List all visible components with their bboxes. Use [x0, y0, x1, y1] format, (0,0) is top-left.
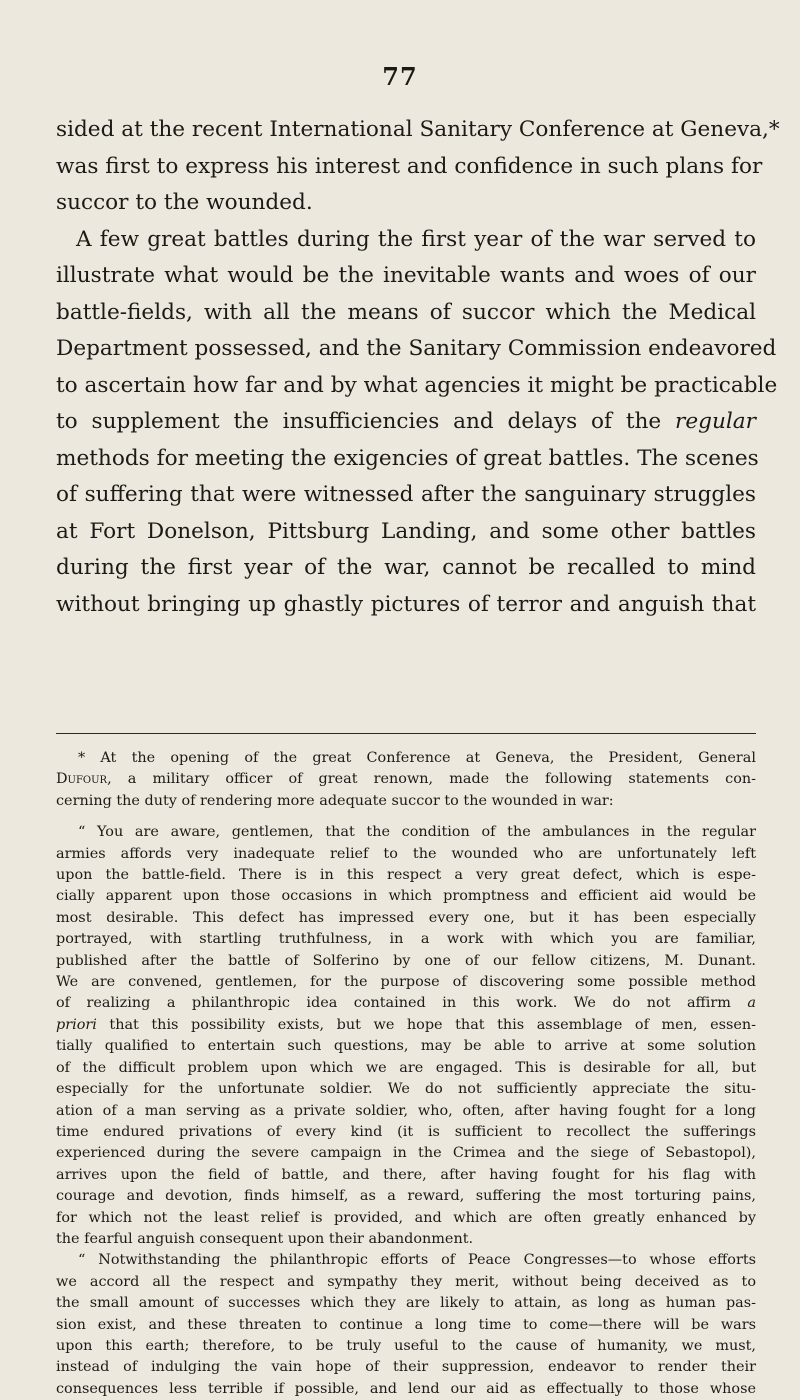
main-line: at Fort Donelson, Pittsburg Landing, and some other battles	[56, 518, 756, 544]
main-line: A few great battles during the first year of the war served to	[76, 226, 756, 252]
main-line: during the first year of the war, cannot be recalled to mind	[56, 555, 756, 580]
footnote-line: experienced during the severe campaign in the Crimea and the siege of Sebastopol),	[56, 1145, 756, 1162]
footnote-line: of the difficult problem upon which we are engaged. This is desirable for all, but	[56, 1059, 756, 1076]
main-line: methods for meeting the exigencies of great battles. The scenes	[56, 445, 759, 471]
footnote-line: * At the opening of the great Conference at Geneva, the President, General	[78, 750, 756, 766]
footnote	[56, 748, 756, 1400]
footnote-line-text: that this possibility exists, but we hope that this assemblage of men, essen-	[96, 1016, 756, 1033]
footnote-line: instead of indulging the vain hope of their suppression, endeavor to render their	[56, 1359, 756, 1376]
footnote-line: portrayed, with startling truthfulness, in a work with which you are familiar,	[56, 931, 756, 948]
name-dufour: Dufour	[56, 771, 108, 788]
footnote-line: ation of a man serving as a private soldier, who, often, after having fought for a long	[56, 1102, 756, 1119]
footnote-line: We are convened, gentlemen, for the purpose of discovering some possible method	[56, 974, 756, 991]
footnote-line: courage and devotion, finds himself, as a reward, suffering the most torturing pains,	[56, 1188, 756, 1205]
footnote-gap	[56, 812, 756, 822]
footnote-line: the fearful anguish consequent upon their abandonment.	[56, 1230, 474, 1247]
footnote-line: for which not the least relief is provided, and which are often greatly enhanced by	[56, 1209, 756, 1226]
main-line: without bringing up ghastly pictures of terror and anguish that	[56, 591, 756, 617]
main-line: illustrate what would be the inevitable wants and woes of our	[56, 263, 756, 288]
footnote-line	[56, 1015, 756, 1036]
footnote-line: cially apparent upon those occasions in which promptness and efficient aid would be	[56, 888, 756, 905]
main-line: succor to the wounded.	[56, 190, 313, 215]
main-line: of suffering that were witnessed after the sanguinary struggles	[56, 482, 756, 507]
footnote-line: “ You are aware, gentlemen, that the condition of the ambulances in the regular	[78, 824, 756, 841]
footnote-line-text: , a military officer of great renown, made the following statements con-	[107, 771, 756, 788]
footnote-line: most desirable. This defect has impressed every one, but it has been especially	[56, 909, 756, 926]
main-line: to ascertain how far and by what agencies it might be practicable	[56, 372, 778, 398]
italic-a: a	[747, 995, 756, 1012]
footnote-line: upon this earth; therefore, to be truly useful to the cause of humanity, we must,	[56, 1337, 756, 1354]
footnote-line: time endured privations of every kind (it is sufficient to recollect the sufferings	[56, 1123, 756, 1140]
main-line-text: to supplement the insufficiencies and delays of the	[56, 409, 662, 434]
footnote-line: the small amount of successes which they are likely to attain, as long as human pas-	[56, 1295, 756, 1312]
footnote-line: tially qualified to entertain such questions, may be able to arrive at some solution	[56, 1038, 756, 1055]
main-text	[56, 112, 780, 623]
footnote-line: especially for the unfortunate soldier. We do not sufficiently appreciate the situ-	[56, 1081, 756, 1098]
main-line: sided at the recent International Sanitary Conference at Geneva,*	[56, 117, 780, 142]
footnote-line: arrives upon the field of battle, and there, after having fought for his flag with	[56, 1166, 756, 1183]
main-line: was first to express his interest and confidence in such plans for	[56, 153, 763, 179]
main-line: battle-fields, with all the means of succor which the Medical	[56, 299, 756, 325]
main-line: Department possessed, and the Sanitary Commission endeavored	[56, 336, 777, 361]
italic-priori: priori	[56, 1016, 97, 1033]
footnote-line: cerning the duty of rendering more adequate succor to the wounded in war:	[56, 792, 614, 809]
footnote-line: we accord all the respect and sympathy they merit, without being deceived as to	[56, 1273, 756, 1290]
italic-regular: regular	[675, 409, 756, 434]
footnote-line: consequences less terrible if possible, and lend our aid as effectually to those whose	[56, 1380, 756, 1397]
footnote-line	[56, 769, 756, 790]
footnote-line: armies affords very inadequate relief to the wounded who are unfortunately left	[56, 845, 756, 862]
footnote-rule	[56, 733, 756, 734]
footnote-line: sion exist, and these threaten to continue a long time to come—there will be wars	[56, 1316, 756, 1333]
footnote-line	[56, 993, 756, 1014]
footnote-line: “ Notwithstanding the philanthropic efforts of Peace Congresses—to whose efforts	[78, 1252, 756, 1269]
main-line	[56, 404, 756, 441]
footnote-line: published after the battle of Solferino by one of our fellow citizens, M. Dunant.	[56, 952, 756, 969]
footnote-line: upon the battle-field. There is in this respect a very great defect, which is espe-	[56, 867, 756, 884]
footnote-line-text: of realizing a philanthropic idea contained in this work. We do not affirm	[56, 995, 731, 1012]
page-number: 77	[382, 62, 418, 91]
